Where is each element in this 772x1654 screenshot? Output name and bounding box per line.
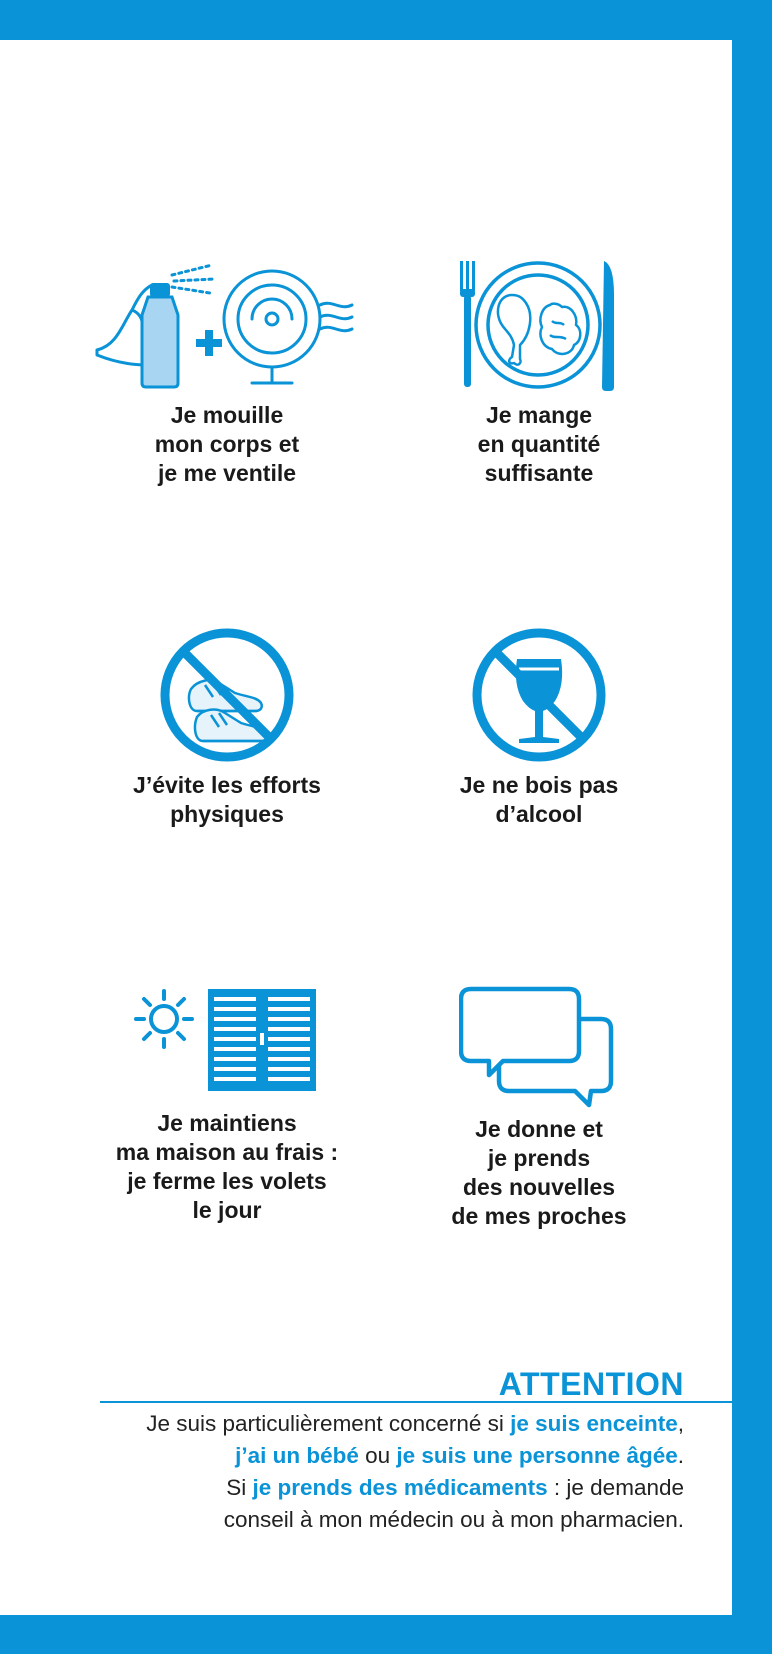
text-run: Je suis particulièrement concerné si xyxy=(146,1411,511,1436)
text-run: , xyxy=(677,1411,684,1436)
caption-line: le jour xyxy=(192,1197,262,1223)
tile-caption xyxy=(57,771,397,829)
tile-caption xyxy=(57,401,397,488)
caption-line: physiques xyxy=(170,801,284,827)
attention-line: conseil à mon médecin ou à mon pharmacien. xyxy=(223,1507,684,1532)
caption-line: d’alcool xyxy=(495,801,583,827)
caption-line: suffisante xyxy=(484,460,594,486)
attention-line xyxy=(44,1472,684,1504)
caption-line: Je maintiens xyxy=(157,1110,297,1136)
highlight-run: je suis une personne âgée xyxy=(396,1443,678,1468)
sun-shutters-icon xyxy=(132,985,322,1095)
tile-caption xyxy=(369,401,709,488)
caption-line: mon corps et xyxy=(154,431,300,457)
tile-caption xyxy=(369,771,709,829)
text-run: ou xyxy=(358,1443,397,1468)
tile-keep-house-cool xyxy=(57,985,397,1225)
caption-line: Je donne et xyxy=(475,1116,603,1142)
text-run: : je demande xyxy=(547,1475,684,1500)
tile-avoid-effort xyxy=(57,625,397,829)
caption-line: Je ne bois pas xyxy=(459,772,619,798)
caption-line: en quantité xyxy=(477,431,601,457)
spray-bottle-fan-icon xyxy=(92,255,362,395)
caption-line: je prends xyxy=(487,1145,591,1171)
tile-wet-and-ventilate xyxy=(57,255,397,488)
caption-line: je ferme les volets xyxy=(127,1168,327,1194)
tile-keep-in-touch xyxy=(369,985,709,1231)
caption-line: ma maison au frais : xyxy=(115,1139,339,1165)
attention-line xyxy=(44,1440,684,1472)
plate-fork-knife-icon xyxy=(454,255,624,395)
caption-line: Je mange xyxy=(485,402,593,428)
caption-line: Je mouille xyxy=(170,402,284,428)
no-wine-glass-icon xyxy=(469,625,609,765)
attention-title: ATTENTION xyxy=(498,1366,684,1402)
highlight-run: je prends des médicaments xyxy=(252,1475,548,1500)
caption-line: J’évite les efforts xyxy=(133,772,321,798)
tile-eat-enough xyxy=(369,255,709,488)
caption-line: je me ventile xyxy=(157,460,297,486)
tile-caption xyxy=(57,1109,397,1225)
text-run: . xyxy=(677,1443,684,1468)
tile-caption xyxy=(369,1115,709,1231)
highlight-run: je suis enceinte xyxy=(510,1411,678,1436)
tile-no-alcohol xyxy=(369,625,709,829)
highlight-run: j’ai un bébé xyxy=(235,1443,359,1468)
attention-text xyxy=(44,1408,684,1536)
attention-line xyxy=(44,1408,684,1440)
caption-line: de mes proches xyxy=(451,1203,627,1229)
caption-line: des nouvelles xyxy=(462,1174,616,1200)
no-sneakers-icon xyxy=(157,625,297,765)
text-run: Si xyxy=(226,1475,253,1500)
speech-bubbles-icon xyxy=(459,985,619,1109)
